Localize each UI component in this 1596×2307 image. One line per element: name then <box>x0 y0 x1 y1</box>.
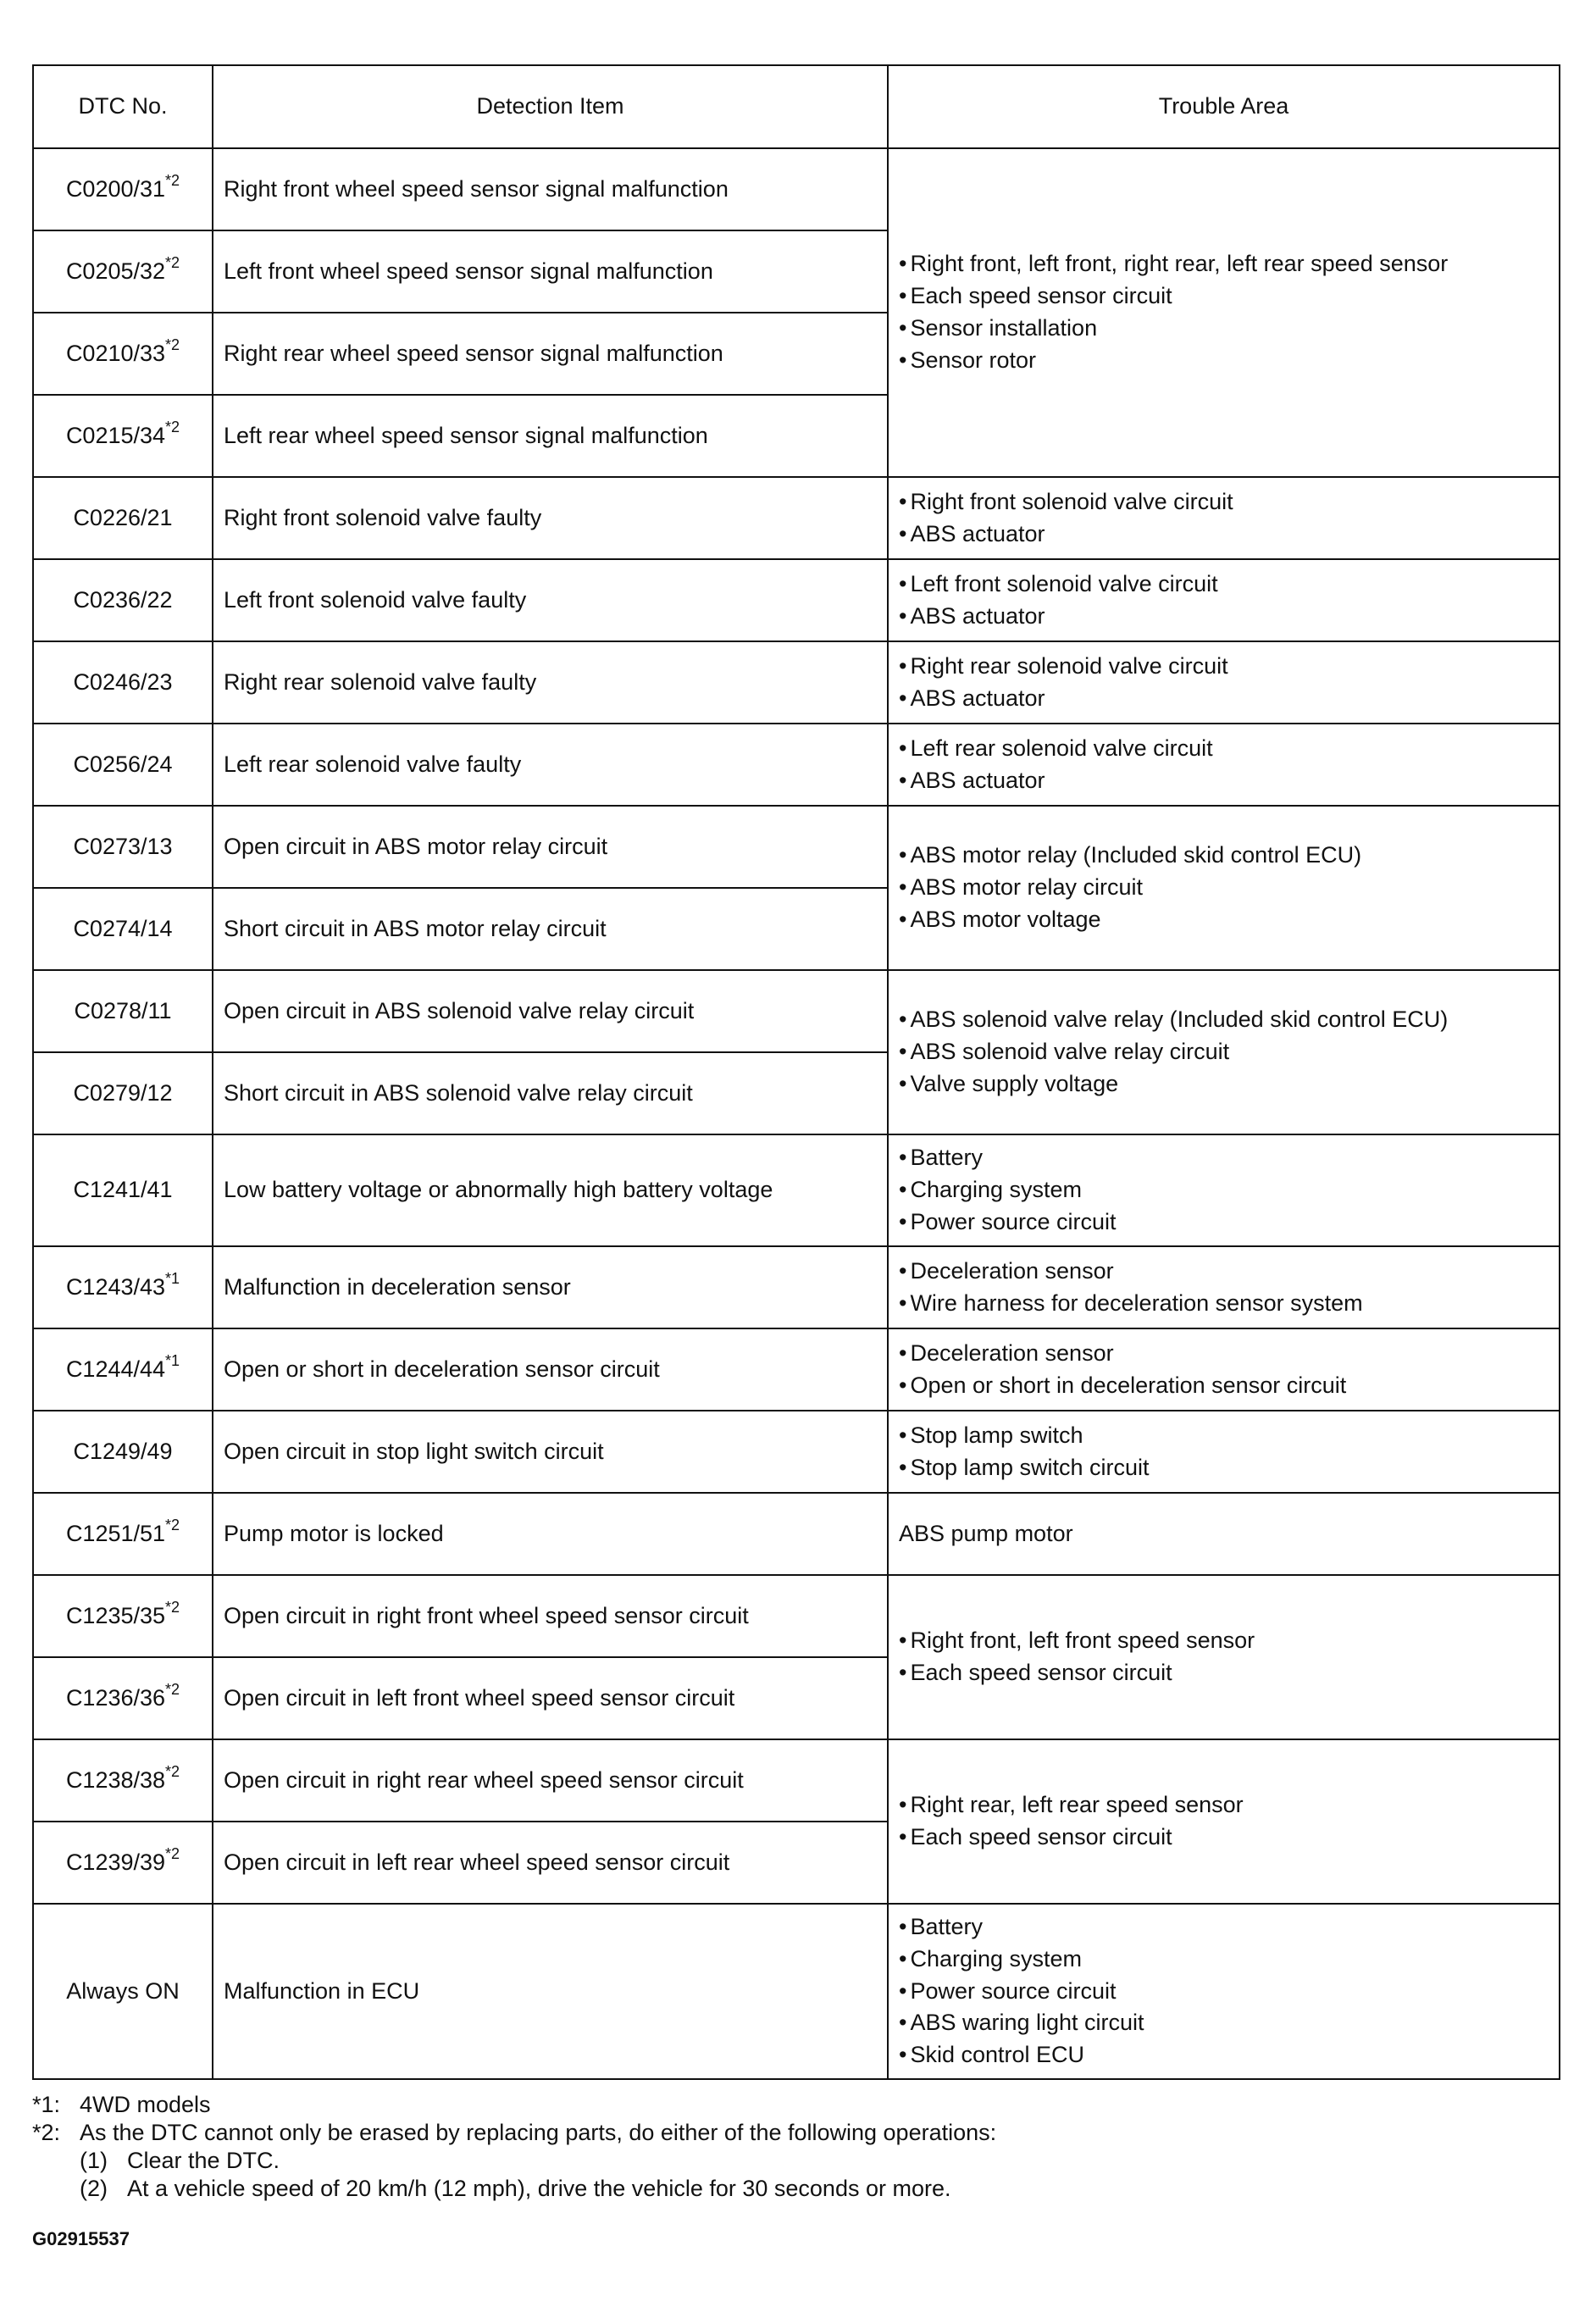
dtc-code-cell <box>33 148 213 230</box>
dtc-code-cell <box>33 1739 213 1822</box>
trouble-area-item: • ABS solenoid valve relay (Included skid control ECU) <box>899 1004 1549 1036</box>
table-row <box>33 559 1560 641</box>
trouble-area-item: • Right front solenoid valve circuit <box>899 486 1549 519</box>
trouble-area-item: • Valve supply voltage <box>899 1068 1549 1101</box>
table-row <box>33 1493 1560 1575</box>
detection-item-cell: Short circuit in ABS solenoid valve relay circuit <box>213 1052 888 1134</box>
trouble-area-list <box>899 248 1549 376</box>
dtc-code: C0273/13 <box>73 833 173 859</box>
trouble-area-item: • ABS motor relay (Included skid control ECU) <box>899 840 1549 872</box>
footnote-marker: *2 <box>165 1516 180 1533</box>
table-row <box>33 641 1560 724</box>
detection-item-cell: Open circuit in ABS solenoid valve relay circuit <box>213 970 888 1052</box>
trouble-area-item: • Right front, left front, right rear, left rear speed sensor <box>899 248 1549 280</box>
dtc-code-cell <box>33 724 213 806</box>
dtc-code: C0256/24 <box>73 751 173 777</box>
trouble-area-item: • Power source circuit <box>899 1206 1549 1239</box>
dtc-code-cell <box>33 559 213 641</box>
trouble-area-item: • ABS motor voltage <box>899 904 1549 936</box>
detection-item-cell: Open or short in deceleration sensor circuit <box>213 1328 888 1411</box>
trouble-area-list <box>899 1420 1549 1484</box>
dtc-code: C1244/44 <box>65 1356 166 1382</box>
trouble-area-cell <box>888 806 1560 970</box>
trouble-area-cell <box>888 148 1560 477</box>
table-row <box>33 724 1560 806</box>
trouble-area-item: • Wire harness for deceleration sensor system <box>899 1288 1549 1320</box>
footnote-marker: *1 <box>165 1351 180 1369</box>
trouble-area-item: • Each speed sensor circuit <box>899 1822 1549 1854</box>
footnote-marker: *2 <box>165 253 180 271</box>
trouble-area-item: • Power source circuit <box>899 1976 1549 2008</box>
dtc-code: C1235/35 <box>65 1602 166 1628</box>
dtc-code-cell <box>33 1904 213 2079</box>
footnote-marker: *2 <box>165 1680 180 1698</box>
trouble-area-item: • Sensor rotor <box>899 345 1549 377</box>
dtc-code: C1243/43 <box>65 1273 166 1300</box>
footnotes <box>32 2091 1557 2203</box>
trouble-area-cell <box>888 1739 1560 1904</box>
trouble-area-item: • Battery <box>899 1911 1549 1944</box>
dtc-code: Always ON <box>66 1977 180 2004</box>
trouble-area-cell <box>888 1904 1560 2079</box>
footnote-step-1-mark: (1) <box>80 2147 108 2173</box>
footnote-marker: *2 <box>165 1762 180 1780</box>
trouble-area-item: • Sensor installation <box>899 313 1549 345</box>
trouble-area-item: • Deceleration sensor <box>899 1338 1549 1370</box>
trouble-area-cell <box>888 1246 1560 1328</box>
detection-item-cell: Open circuit in stop light switch circuit <box>213 1411 888 1493</box>
dtc-code-cell <box>33 641 213 724</box>
trouble-area-cell <box>888 970 1560 1134</box>
figure-id: G02915537 <box>32 2228 130 2249</box>
dtc-code: C1236/36 <box>65 1684 166 1711</box>
trouble-area-cell <box>888 1575 1560 1739</box>
footnote-marker: *2 <box>165 1844 180 1862</box>
dtc-code: C0210/33 <box>65 340 166 366</box>
dtc-code: C0246/23 <box>73 668 173 695</box>
dtc-code: C0279/12 <box>73 1079 173 1106</box>
detection-item-cell: Open circuit in right front wheel speed sensor circuit <box>213 1575 888 1657</box>
detection-item-cell: Right rear wheel speed sensor signal malfunction <box>213 313 888 395</box>
dtc-code-cell <box>33 1328 213 1411</box>
trouble-area-cell <box>888 1411 1560 1493</box>
detection-item-cell: Malfunction in ECU <box>213 1904 888 2079</box>
footnote-2-text: As the DTC cannot only be erased by replacing parts, do either of the following operations: <box>80 2119 997 2145</box>
trouble-area-list <box>899 1256 1549 1320</box>
dtc-code: C0274/14 <box>73 915 173 941</box>
dtc-code: C1238/38 <box>65 1766 166 1793</box>
trouble-area-item: • ABS actuator <box>899 683 1549 715</box>
table-row <box>33 806 1560 888</box>
footnote-1-mark: *1: <box>32 2092 61 2117</box>
dtc-code: C1239/39 <box>65 1849 166 1875</box>
dtc-code: C1241/41 <box>73 1177 173 1203</box>
trouble-area-list <box>899 1004 1549 1100</box>
footnote-marker: *1 <box>165 1269 180 1287</box>
detection-item-cell: Left front solenoid valve faulty <box>213 559 888 641</box>
detection-item-cell: Open circuit in ABS motor relay circuit <box>213 806 888 888</box>
header-dtc-no: DTC No. <box>33 65 213 148</box>
dtc-code: C0226/21 <box>73 504 173 530</box>
trouble-area-item: • Each speed sensor circuit <box>899 280 1549 313</box>
footnote-step-1-text: Clear the DTC. <box>127 2147 280 2173</box>
trouble-area-item: • Left front solenoid valve circuit <box>899 568 1549 601</box>
trouble-area-item: • Battery <box>899 1142 1549 1174</box>
trouble-area-cell <box>888 1328 1560 1411</box>
trouble-area-cell <box>888 724 1560 806</box>
detection-item-cell: Malfunction in deceleration sensor <box>213 1246 888 1328</box>
trouble-area-item: • Skid control ECU <box>899 2039 1549 2071</box>
dtc-code-cell <box>33 1493 213 1575</box>
trouble-area-list <box>899 1142 1549 1238</box>
table-row <box>33 1904 1560 2079</box>
trouble-area-item: • Stop lamp switch circuit <box>899 1452 1549 1484</box>
footnote-step-2 <box>80 2175 1557 2203</box>
trouble-area-item: • Each speed sensor circuit <box>899 1657 1549 1689</box>
table-row <box>33 477 1560 559</box>
trouble-area-item: • ABS actuator <box>899 765 1549 797</box>
footnote-marker: *2 <box>165 1598 180 1616</box>
dtc-code-cell <box>33 888 213 970</box>
dtc-table <box>32 64 1560 2080</box>
footnote-1 <box>32 2091 1557 2119</box>
dtc-code: C1249/49 <box>73 1438 173 1464</box>
footnote-step-2-text: At a vehicle speed of 20 km/h (12 mph), drive the vehicle for 30 seconds or more. <box>127 2175 951 2201</box>
trouble-area-cell: ABS pump motor <box>888 1493 1560 1575</box>
detection-item-cell: Right front wheel speed sensor signal malfunction <box>213 148 888 230</box>
dtc-code: C0205/32 <box>65 258 166 284</box>
trouble-area-list <box>899 1911 1549 2071</box>
table-row <box>33 1328 1560 1411</box>
trouble-area-item: • Right rear, left rear speed sensor <box>899 1789 1549 1822</box>
footnote-step-1 <box>80 2147 1557 2175</box>
trouble-area-item: • ABS actuator <box>899 519 1549 551</box>
detection-item-cell: Open circuit in left rear wheel speed sensor circuit <box>213 1822 888 1904</box>
trouble-area-list <box>899 651 1549 715</box>
detection-item-cell: Right rear solenoid valve faulty <box>213 641 888 724</box>
dtc-code-cell <box>33 1822 213 1904</box>
trouble-area-item: • Right rear solenoid valve circuit <box>899 651 1549 683</box>
detection-item-cell: Pump motor is locked <box>213 1493 888 1575</box>
footnote-2 <box>32 2119 1557 2147</box>
detection-item-cell: Open circuit in left front wheel speed sensor circuit <box>213 1657 888 1739</box>
detection-item-cell: Short circuit in ABS motor relay circuit <box>213 888 888 970</box>
footnote-marker: *2 <box>165 336 180 353</box>
dtc-code-cell <box>33 1411 213 1493</box>
dtc-code: C1251/51 <box>65 1520 166 1546</box>
trouble-area-item: • Stop lamp switch <box>899 1420 1549 1452</box>
table-row <box>33 148 1560 230</box>
detection-item-cell: Left front wheel speed sensor signal malfunction <box>213 230 888 313</box>
trouble-area-list <box>899 840 1549 935</box>
dtc-code: C0236/22 <box>73 586 173 613</box>
trouble-area-item: • Charging system <box>899 1944 1549 1976</box>
trouble-area-cell <box>888 559 1560 641</box>
footnote-1-text: 4WD models <box>80 2092 211 2117</box>
detection-item-cell: Left rear solenoid valve faulty <box>213 724 888 806</box>
dtc-code-cell <box>33 970 213 1052</box>
dtc-code-cell <box>33 1134 213 1246</box>
trouble-area-item: • ABS waring light circuit <box>899 2007 1549 2039</box>
trouble-area-item: • ABS actuator <box>899 601 1549 633</box>
dtc-code: C0200/31 <box>65 175 166 202</box>
dtc-code-cell <box>33 1246 213 1328</box>
trouble-area-item: • Right front, left front speed sensor <box>899 1625 1549 1657</box>
table-row <box>33 1411 1560 1493</box>
trouble-area-list <box>899 486 1549 551</box>
footnote-step-2-mark: (2) <box>80 2175 108 2201</box>
trouble-area-cell <box>888 1134 1560 1246</box>
table-row <box>33 1134 1560 1246</box>
trouble-area-item: • Charging system <box>899 1174 1549 1206</box>
trouble-area-list <box>899 1338 1549 1402</box>
dtc-code: C0215/34 <box>65 422 166 448</box>
trouble-area-item: • Deceleration sensor <box>899 1256 1549 1288</box>
trouble-area-list <box>899 1625 1549 1689</box>
trouble-area-item: • Open or short in deceleration sensor circuit <box>899 1370 1549 1402</box>
footnote-marker: *2 <box>165 418 180 435</box>
footnote-marker: *2 <box>165 171 180 189</box>
trouble-area-item: • ABS motor relay circuit <box>899 872 1549 904</box>
table-row <box>33 970 1560 1052</box>
dtc-code-cell <box>33 1657 213 1739</box>
trouble-area-cell <box>888 477 1560 559</box>
dtc-code-cell <box>33 806 213 888</box>
trouble-area-list <box>899 733 1549 797</box>
dtc-code: C0278/11 <box>74 997 172 1023</box>
detection-item-cell: Low battery voltage or abnormally high battery voltage <box>213 1134 888 1246</box>
dtc-code-cell <box>33 395 213 477</box>
table-row <box>33 1575 1560 1657</box>
dtc-code-cell <box>33 477 213 559</box>
trouble-area-item: • ABS solenoid valve relay circuit <box>899 1036 1549 1068</box>
dtc-code-cell <box>33 1052 213 1134</box>
footnote-2-mark: *2: <box>32 2119 61 2145</box>
trouble-area-item: • Left rear solenoid valve circuit <box>899 733 1549 765</box>
header-detection-item: Detection Item <box>213 65 888 148</box>
footnote-2-steps <box>32 2147 1557 2203</box>
detection-item-cell: Left rear wheel speed sensor signal malfunction <box>213 395 888 477</box>
table-row <box>33 1246 1560 1328</box>
header-row <box>33 65 1560 148</box>
dtc-table-body <box>33 148 1560 2079</box>
trouble-area-list <box>899 568 1549 633</box>
detection-item-cell: Right front solenoid valve faulty <box>213 477 888 559</box>
trouble-area-cell <box>888 641 1560 724</box>
trouble-area-list <box>899 1789 1549 1854</box>
dtc-code-cell <box>33 1575 213 1657</box>
table-row <box>33 1739 1560 1822</box>
detection-item-cell: Open circuit in right rear wheel speed sensor circuit <box>213 1739 888 1822</box>
header-trouble-area: Trouble Area <box>888 65 1560 148</box>
dtc-code-cell <box>33 313 213 395</box>
dtc-code-cell <box>33 230 213 313</box>
